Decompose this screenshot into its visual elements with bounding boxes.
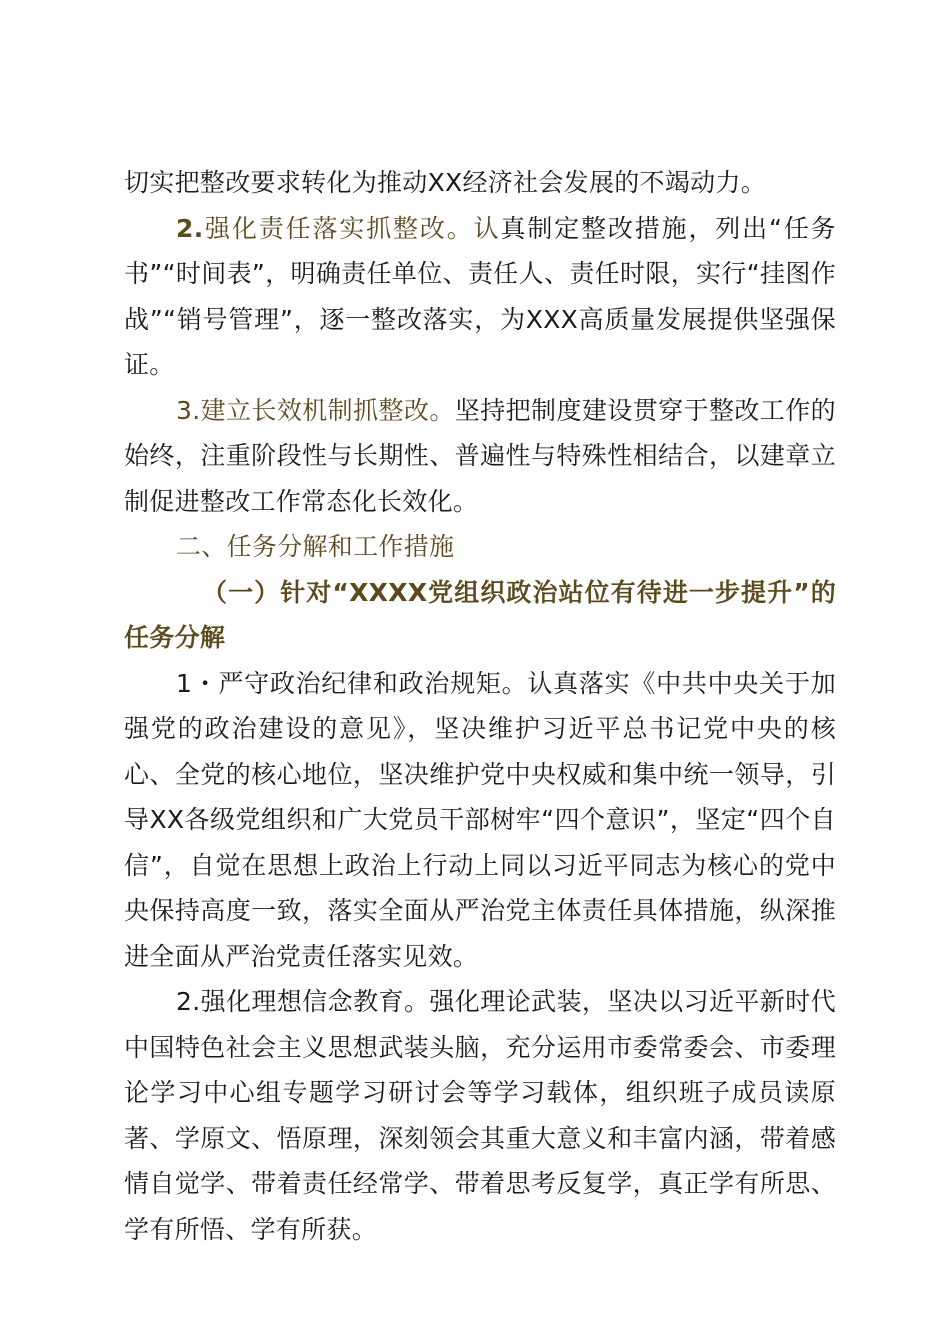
item-2-title: 强化责任落实抓整改。认: [203, 213, 501, 243]
section-heading: 二、任务分解和工作措施: [176, 532, 455, 561]
paragraph-task-1: 1・严守政治纪律和政治规矩。认真落实《中共中央关于加强党的政治建设的意见》，坚决维护习近平总书记党中央的核心、全党的核心地位，坚决维护党中央权威和集中统一领导，引导XX各级党组织和广大党员干部树牢“四个意识”，坚定“四个自信”，自觉在思想上政治上行动上同以习近平同志为核心的党中央保持高度一致，落实全面从严治党主体责任具体措施，纵深推进全面从严治党责任落实见效。: [124, 668, 836, 971]
item-3-body: 坚持把制度建设贯穿于整改工作的始终，注重阶段性与长期性、普遍性与特殊性相结合，以建章立制促进整改工作常态化长效化。: [124, 395, 836, 516]
item-2-body: 真制定整改措施，列出“任务书”“时间表”，明确责任单位、责任人、责任时限，实行“挂图作战”“销号管理”，逐一整改落实，为XXX高质量发展提供坚强保证。: [124, 213, 836, 379]
paragraph-item-2: [124, 206, 836, 388]
item-2-number: 2.: [176, 213, 204, 243]
subsection-heading: （一）针对“XXXX党组织政治站位有待进一步提升”的任务分解: [124, 577, 836, 652]
paragraph-item-3: [124, 388, 836, 525]
item-3-title: 3.建立长效机制抓整改。: [176, 395, 455, 425]
paragraph-continuation: 切实把整改要求转化为推动XX经济社会发展的不竭动力。: [124, 168, 767, 197]
document-body: [124, 160, 836, 1252]
paragraph-task-2: 2.强化理想信念教育。强化理论武装，坚决以习近平新时代中国特色社会主义思想武装头脑，充分运用市委常委会、市委理论学习中心组专题学习研讨会等学习载体，组织班子成员读原著、学原文、悟原理，深刻领会其重大意义和丰富内涵，带着感情自觉学、带着责任经常学、带着思考反复学，真正学有所思、学有所悟、学有所获。: [124, 987, 836, 1244]
